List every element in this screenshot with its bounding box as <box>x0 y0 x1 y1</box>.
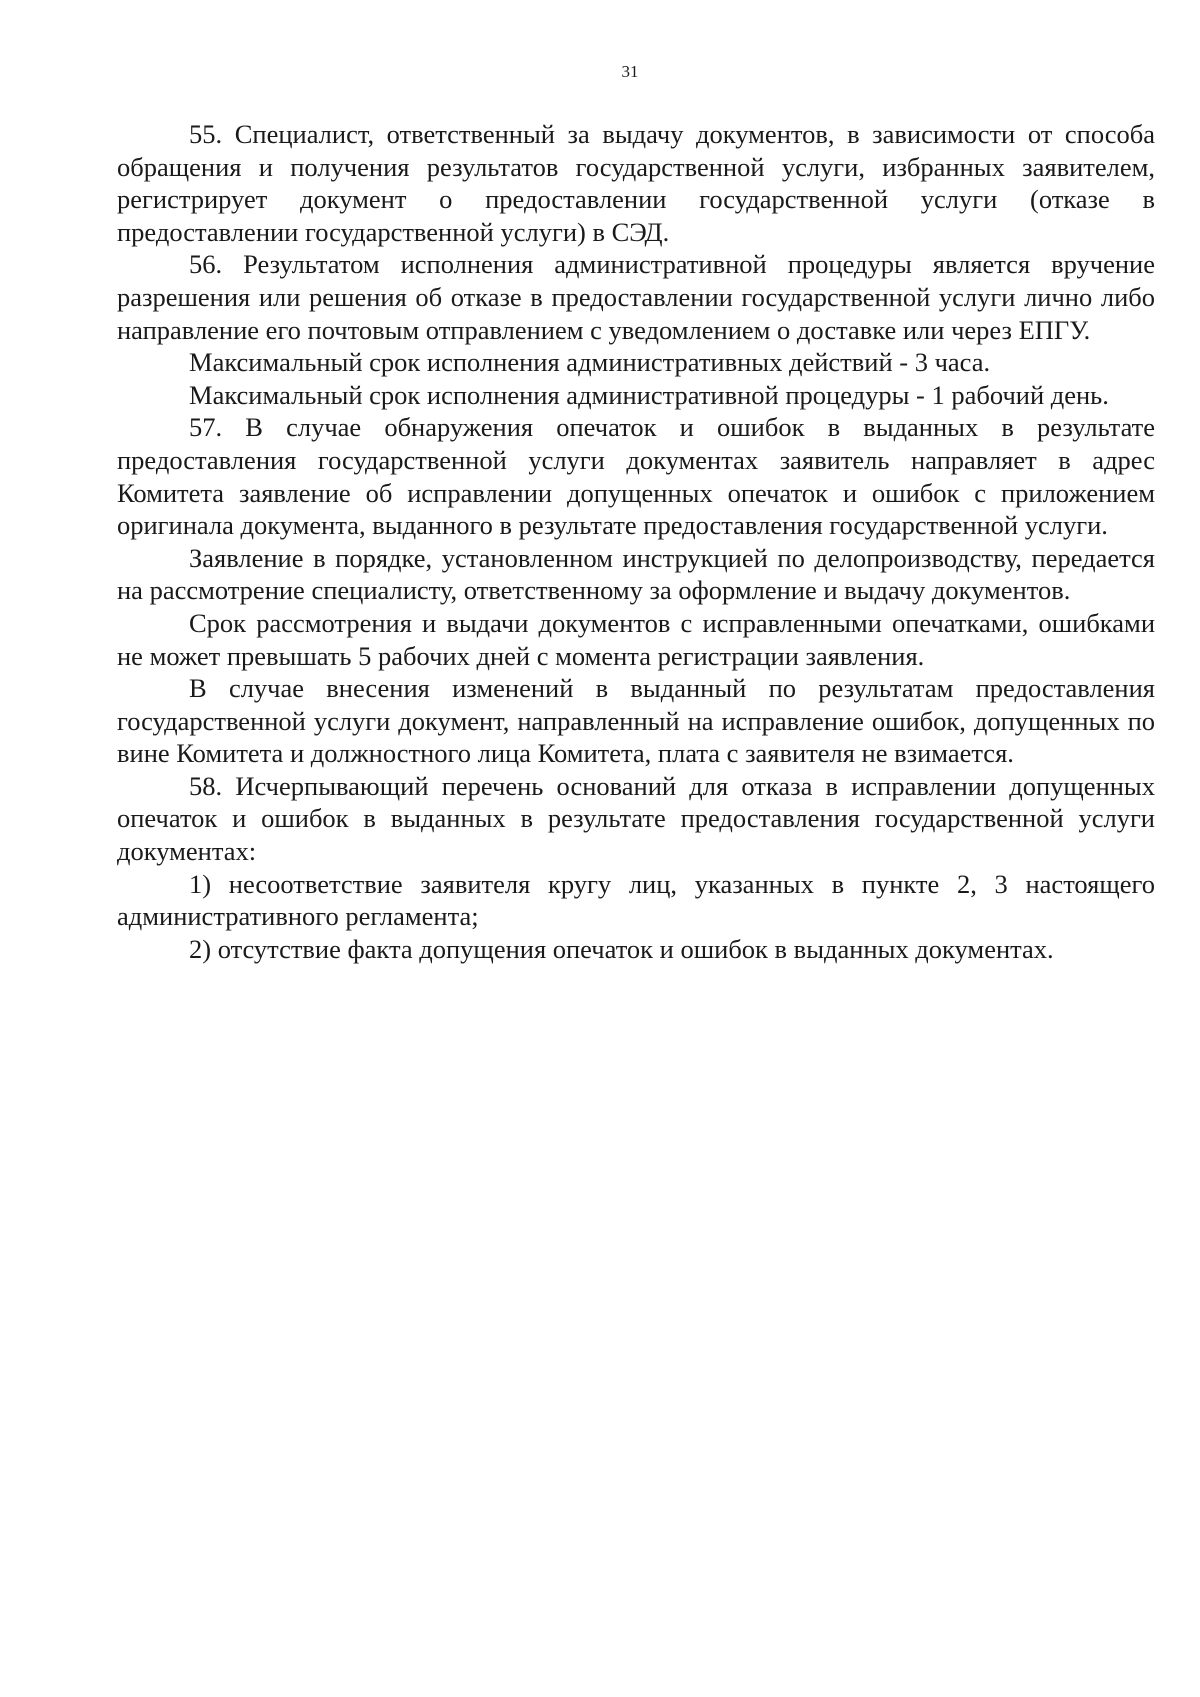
paragraph-review-term: Срок рассмотрения и выдачи документов с исправленными опечатками, ошибками не может превышать 5 рабочих дней с момента регистрации заявления. <box>117 607 1155 671</box>
list-item-1: 1) несоответствие заявителя кругу лиц, указанных в пункте 2, 3 настоящего административного регламента; <box>117 868 1155 932</box>
paragraph-55: 55. Специалист, ответственный за выдачу документов, в зависимости от способа обращения и получения результатов государственной услуги, избранных заявителем, регистрирует документ о предоставлении государственной услуги (отказе в предоставлении государственной услуги) в СЭД. <box>117 119 1155 247</box>
paragraph-max-time-actions: Максимальный срок исполнения административных действий - 3 часа. <box>189 347 991 378</box>
paragraph-56: 56. Результатом исполнения административной процедуры является вручение разрешения или решения об отказе в предоставлении государственной услуги лично либо направление его почтовым отправлением с уведомлением о доставке или через ЕПГУ. <box>117 249 1155 345</box>
page-number: 31 <box>621 62 639 81</box>
paragraph-no-fee: В случае внесения изменений в выданный по результатам предоставления государственной услуги документ, направленный на исправление ошибок, допущенных по вине Комитета и должностного лица Комитета, плата с заявителя не взимается. <box>117 673 1155 769</box>
paragraph-application-procedure: Заявление в порядке, установленном инструкцией по делопроизводству, передается на рассмотрение специалисту, ответственному за оформление и выдачу документов. <box>117 542 1155 606</box>
paragraph-57: 57. В случае обнаружения опечаток и ошибок в выданных в результате предоставления государственной услуги документах заявитель направляет в адрес Комитета заявление об исправлении допущенных опечаток и ошибок с приложением оригинала документа, выданного в результате предоставления государственной услуги. <box>117 412 1155 541</box>
document-body <box>117 118 1155 965</box>
paragraph-max-time-procedure: Максимальный срок исполнения административной процедуры - 1 рабочий день. <box>189 379 1109 410</box>
list-item-2: 2) отсутствие факта допущения опечаток и ошибок в выданных документах. <box>189 933 1054 964</box>
paragraph-58: 58. Исчерпывающий перечень оснований для отказа в исправлении допущенных опечаток и ошибок в выданных в результате предоставления государственной услуги документах: <box>117 770 1155 867</box>
